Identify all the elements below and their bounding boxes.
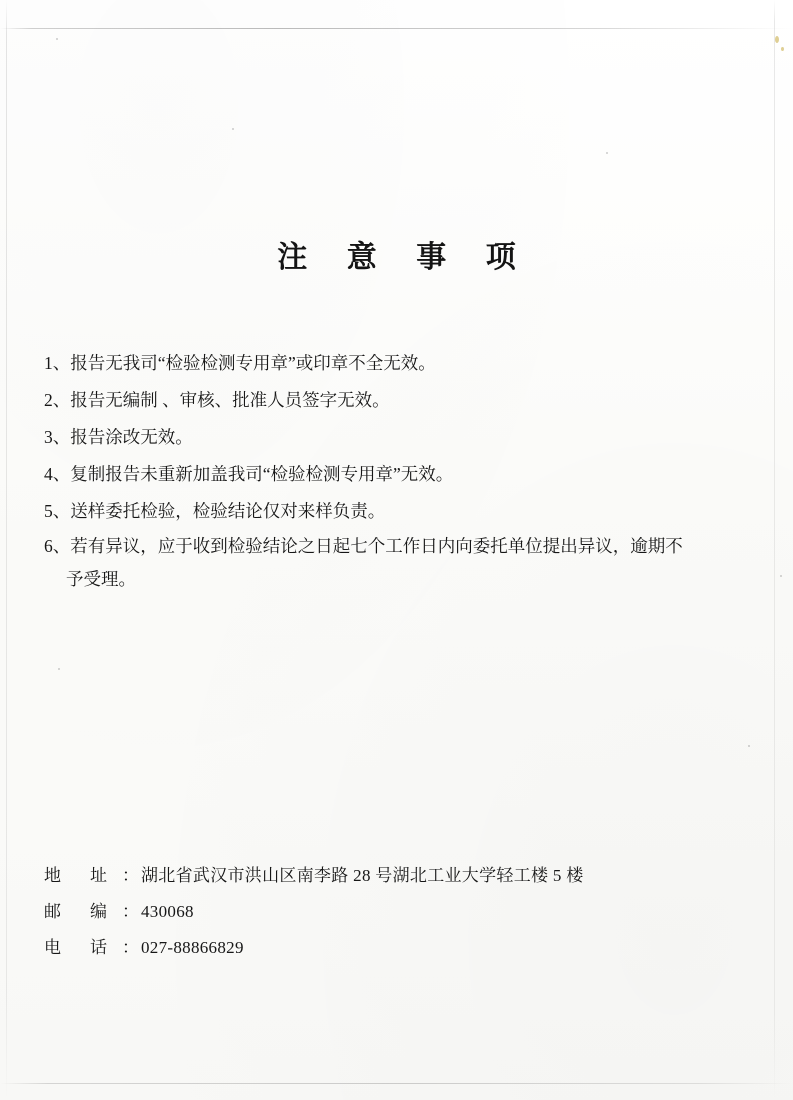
footer-postcode-value: 430068 xyxy=(141,902,194,921)
list-item xyxy=(44,456,716,492)
note-index: 6、 xyxy=(44,536,71,556)
footer-colon: ： xyxy=(122,902,139,921)
note-text-continued: 予受理。 xyxy=(66,569,136,589)
list-item xyxy=(44,419,716,455)
note-index: 1、 xyxy=(44,353,71,373)
page-title: 注 意 事 项 xyxy=(277,241,532,274)
list-item xyxy=(44,382,716,418)
scan-speck xyxy=(56,38,58,40)
note-text: 报告无我司“检验检测专用章”或印章不全无效。 xyxy=(70,353,436,373)
scan-speck-yellow xyxy=(781,47,784,51)
footer-colon: ： xyxy=(122,866,139,885)
note-index: 5、 xyxy=(44,501,71,521)
scan-right-edge-line xyxy=(774,0,775,1100)
scan-speck xyxy=(232,128,234,130)
footer-address-value: 湖北省武汉市洪山区南李路 28 号湖北工业大学轻工楼 5 楼 xyxy=(141,866,584,885)
list-item xyxy=(44,493,716,529)
scan-speck xyxy=(58,668,60,670)
list-item xyxy=(44,345,716,381)
note-text: 复制报告未重新加盖我司“检验检测专用章”无效。 xyxy=(70,464,454,484)
footer-colon: ： xyxy=(122,938,139,957)
footer-address-row xyxy=(44,858,744,894)
contact-footer xyxy=(44,858,744,966)
footer-address-label: 地 址 xyxy=(44,866,113,885)
notes-list xyxy=(44,345,716,597)
scan-bottom-edge-line xyxy=(0,1083,793,1084)
note-text: 报告涂改无效。 xyxy=(70,427,193,447)
scan-top-edge-line xyxy=(0,28,793,29)
footer-postcode-row xyxy=(44,894,744,930)
footer-phone-label: 电 话 xyxy=(44,938,113,957)
list-item xyxy=(44,530,716,596)
scan-left-edge-line xyxy=(6,0,7,1100)
footer-phone-value: 027-88866829 xyxy=(141,938,244,957)
scan-speck xyxy=(780,575,782,577)
footer-postcode-label: 邮 编 xyxy=(44,902,113,921)
note-index: 2、 xyxy=(44,390,71,410)
note-text: 报告无编制 、审核、批准人员签字无效。 xyxy=(70,390,390,410)
footer-phone-row xyxy=(44,930,744,966)
note-index: 4、 xyxy=(44,464,71,484)
note-index: 3、 xyxy=(44,427,71,447)
scan-speck xyxy=(748,745,750,747)
scan-speck-yellow xyxy=(775,36,779,43)
scan-speck xyxy=(606,152,608,154)
note-text: 送样委托检验，检验结论仅对来样负责。 xyxy=(70,501,386,521)
note-text: 若有异议，应于收到检验结论之日起七个工作日内向委托单位提出异议，逾期不 xyxy=(70,536,683,556)
